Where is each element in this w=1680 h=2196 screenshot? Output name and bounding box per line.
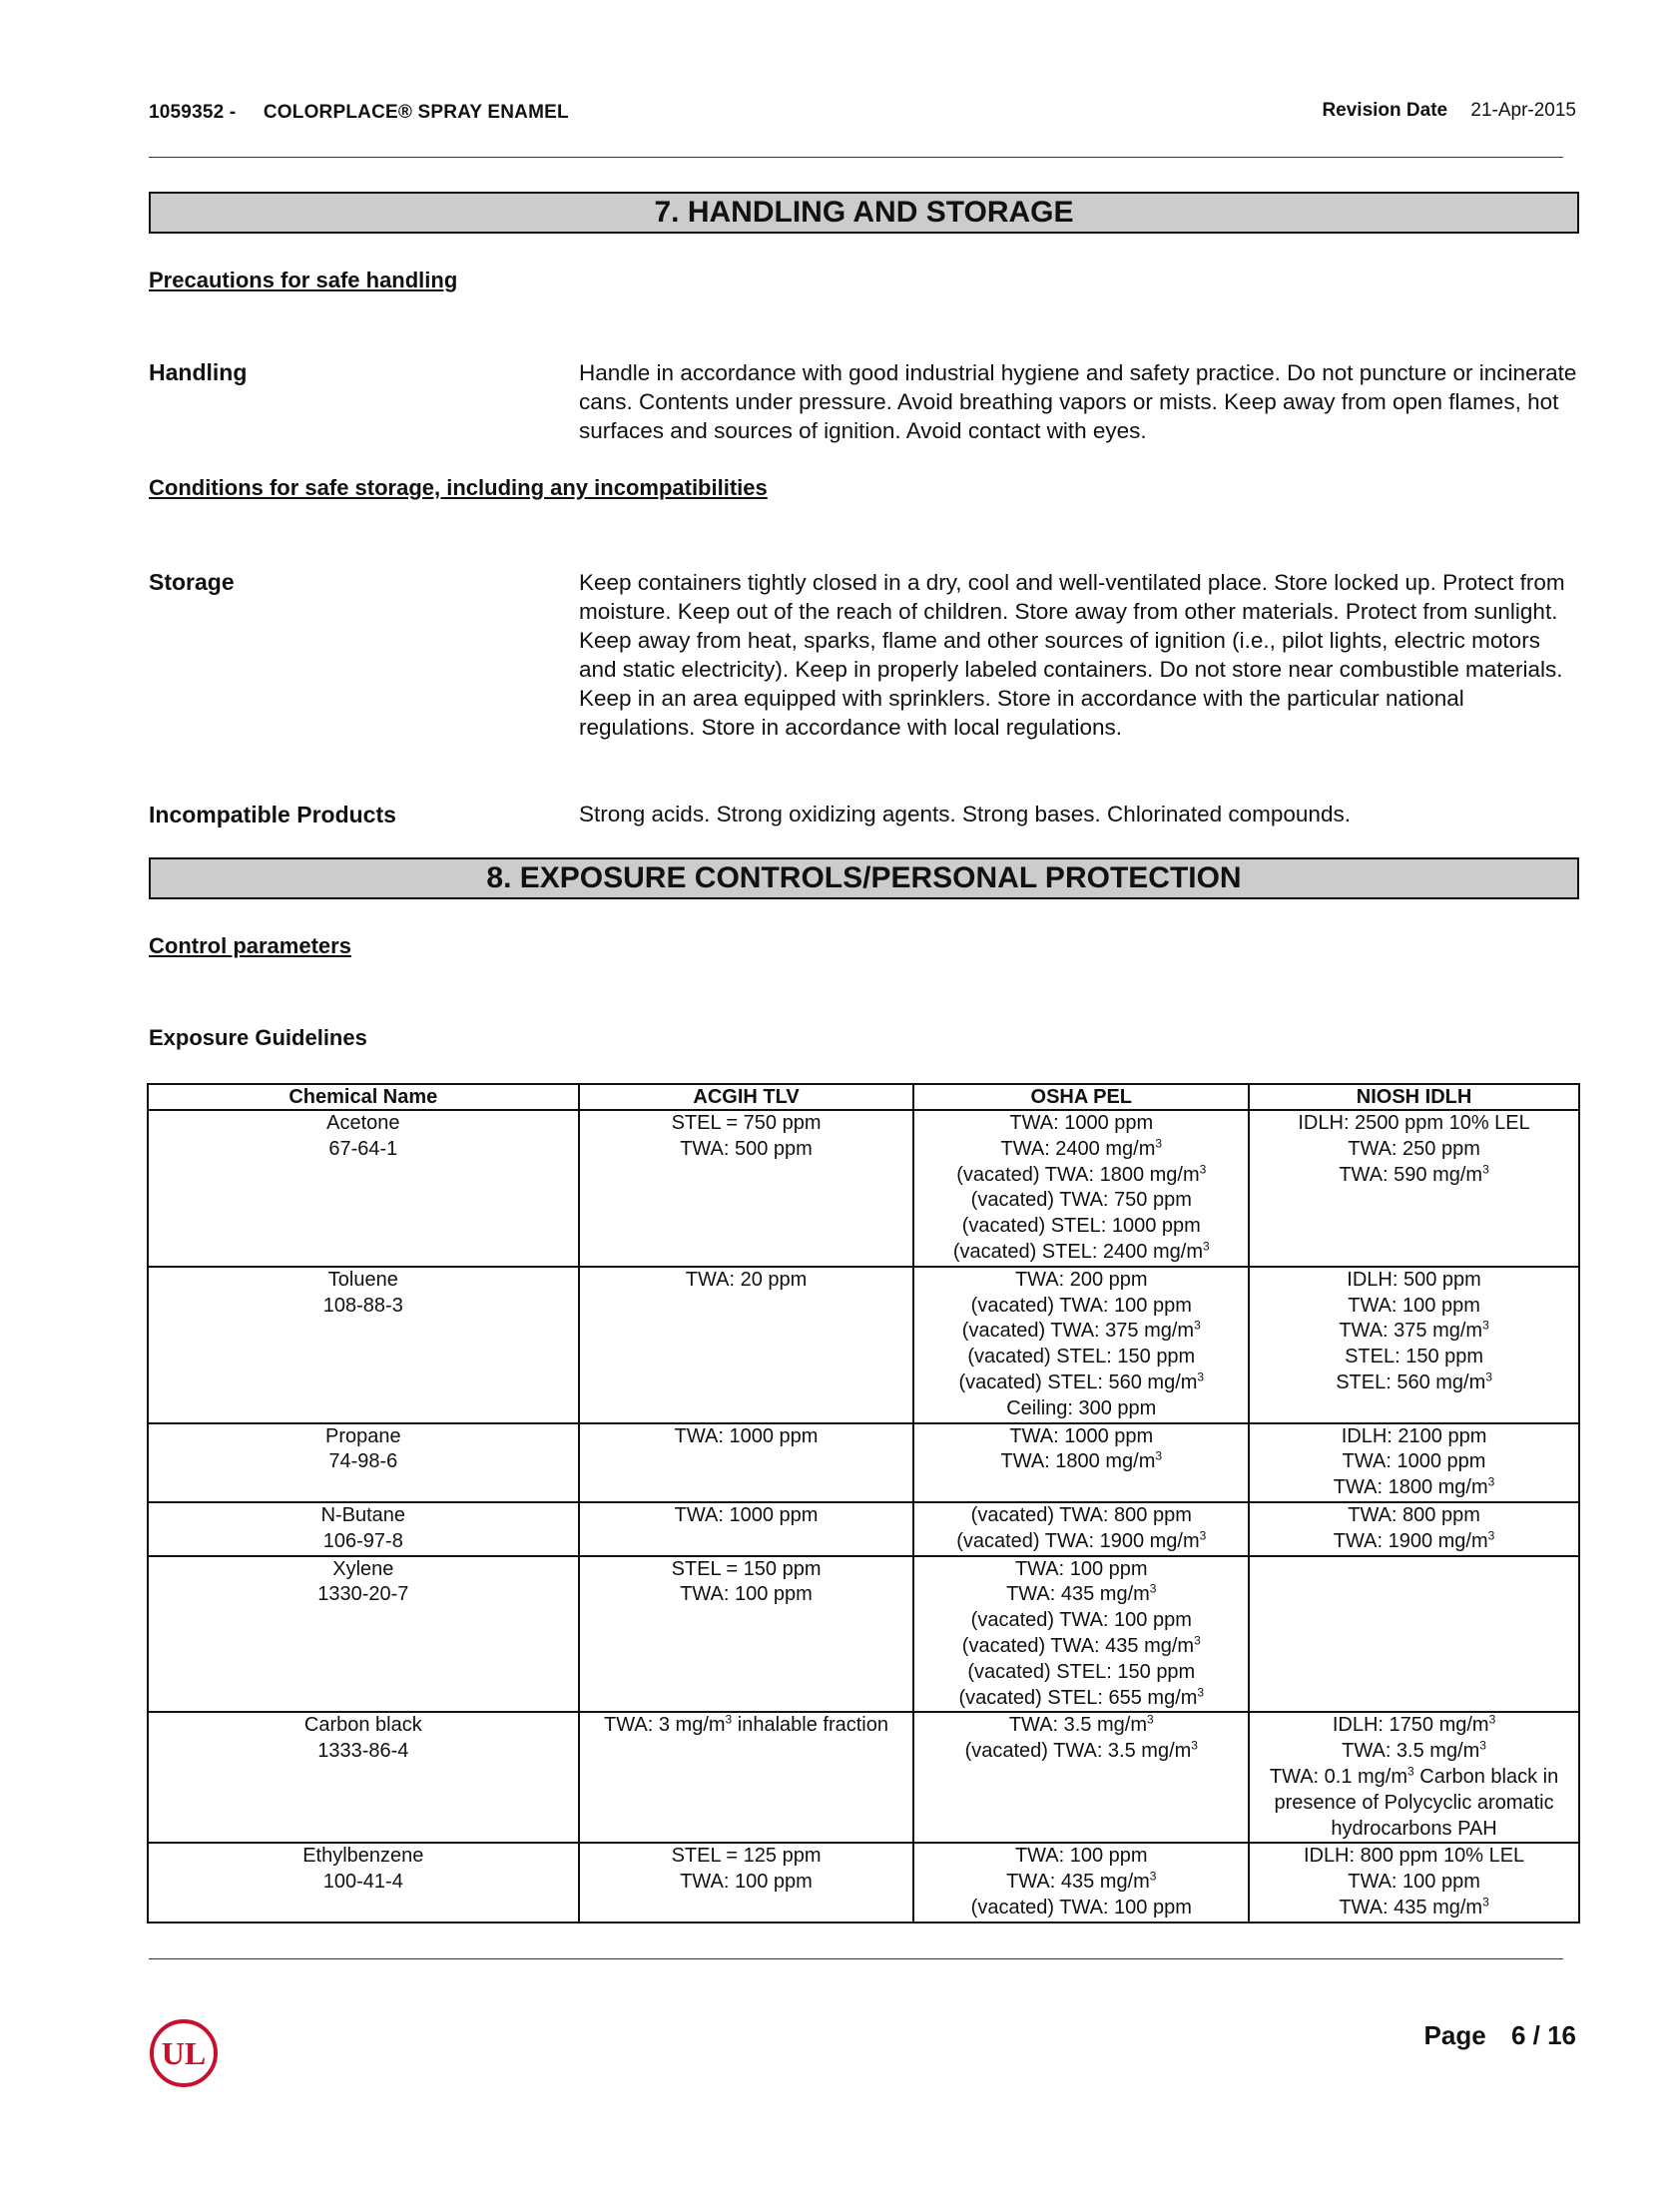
product-name: COLORPLACE® SPRAY ENAMEL bbox=[263, 102, 569, 123]
header-divider bbox=[149, 157, 1563, 158]
table-cell-osha bbox=[913, 1556, 1249, 1713]
cell-line: 106-97-8 bbox=[322, 1529, 403, 1552]
cell-line: N-Butane bbox=[320, 1503, 406, 1526]
document-header-left bbox=[149, 102, 569, 124]
storage-text: Keep containers tightly closed in a dry, cool and well-ventilated place. Store locked up. Protect from moisture. Keep out of the reach of children. Store away from other materials. Protect from sunlight. Keep away from heat, sparks, flame and other sources of ignition (i.e., pilot lights, electric motors and static electricity). Keep in properly labeled containers. Do not store near combustible materials. Keep in an area equipped with sprinklers. Store in accordance with the particular national regulations. Store in accordance with local regulations. bbox=[579, 570, 1565, 740]
cell-line: STEL = 150 ppm bbox=[671, 1557, 822, 1580]
cell-line: TWA: 1000 ppm bbox=[674, 1503, 819, 1526]
cell-line: TWA: 100 ppm bbox=[1014, 1557, 1148, 1580]
cell-line: 1330-20-7 bbox=[317, 1583, 409, 1606]
table-cell-niosh bbox=[1249, 1712, 1579, 1843]
table-cell-osha bbox=[913, 1843, 1249, 1922]
handling-text: Handle in accordance with good industrial hygiene and safety practice. Do not puncture or incinerate cans. Contents under pressure. Avoid breathing vapors or mists. Keep away from open flames, hot surfaces and sources of ignition. Avoid contact with eyes. bbox=[579, 360, 1577, 443]
cell-line: STEL: 150 ppm bbox=[1345, 1346, 1484, 1369]
table-cell-acgih bbox=[579, 1423, 914, 1502]
cell-line: TWA: 1000 ppm bbox=[674, 1424, 819, 1447]
cell-line: Xylene bbox=[332, 1557, 394, 1580]
table-cell-name bbox=[148, 1843, 579, 1922]
cell-line: Propane bbox=[325, 1424, 401, 1447]
cell-line: Carbon black bbox=[303, 1714, 422, 1737]
table-cell-osha bbox=[913, 1267, 1249, 1423]
cell-line: 100-41-4 bbox=[322, 1871, 403, 1894]
table-cell-osha bbox=[913, 1423, 1249, 1502]
logo-text: UL bbox=[161, 2035, 207, 2071]
table-cell-niosh bbox=[1249, 1843, 1579, 1922]
conditions-heading: Conditions for safe storage, including any incompatibilities bbox=[149, 475, 768, 500]
control-parameters-heading: Control parameters bbox=[149, 933, 351, 958]
cell-line: 1333-86-4 bbox=[317, 1740, 409, 1763]
table-cell-name bbox=[148, 1556, 579, 1713]
cell-line: TWA: 590 $mg/m^3$ bbox=[1339, 1161, 1489, 1186]
cell-line: TWA: 250 ppm bbox=[1348, 1137, 1480, 1160]
cell-line: (vacated) TWA: 100 ppm bbox=[970, 1896, 1192, 1919]
column-header: ACGIH TLV bbox=[579, 1084, 914, 1110]
cell-line: (vacated) STEL: 560 $mg/m^3$ bbox=[958, 1370, 1205, 1393]
cell-line: 67-64-1 bbox=[328, 1137, 398, 1160]
cell-line: TWA: 100 ppm bbox=[1348, 1294, 1480, 1317]
revision-info bbox=[1322, 100, 1576, 122]
revision-date: 21-Apr-2015 bbox=[1470, 100, 1576, 121]
cell-line: TWA: 3.5 $mg/m^3$ bbox=[1008, 1712, 1154, 1737]
column-header: NIOSH IDLH bbox=[1249, 1084, 1579, 1110]
cell-line: TWA: 1800 $mg/m^3$ bbox=[1000, 1448, 1163, 1473]
cell-line: 108-88-3 bbox=[322, 1294, 403, 1317]
cell-line: hydrocarbons PAH bbox=[1331, 1817, 1497, 1840]
revision-label: Revision Date bbox=[1322, 100, 1448, 121]
cell-line: TWA: 0.1 $mg/m^3$ Carbon black in bbox=[1269, 1764, 1559, 1788]
table-cell-niosh bbox=[1249, 1502, 1579, 1556]
cell-line: TWA: 800 ppm bbox=[1348, 1503, 1480, 1526]
incompatible-label: Incompatible Products bbox=[149, 802, 396, 827]
table-cell-name bbox=[148, 1110, 579, 1267]
table-cell-acgih bbox=[579, 1556, 914, 1713]
cell-line: (vacated) TWA: 100 ppm bbox=[970, 1609, 1192, 1632]
handling-label: Handling bbox=[149, 359, 248, 385]
cell-line: TWA: 3 $mg/m^3$ inhalable fraction bbox=[604, 1712, 888, 1737]
table-cell-osha bbox=[913, 1712, 1249, 1843]
cell-line: TWA: 100 ppm bbox=[1014, 1845, 1148, 1868]
cell-line: STEL: 560 $mg/m^3$ bbox=[1336, 1370, 1492, 1393]
cell-line: IDLH: 800 ppm 10% LEL bbox=[1303, 1845, 1525, 1868]
page-value: 6 / 16 bbox=[1510, 2020, 1576, 2050]
cell-line: Toluene bbox=[327, 1268, 398, 1291]
cell-line: TWA: 435 $mg/m^3$ bbox=[1006, 1869, 1157, 1894]
cell-line: TWA: 1000 ppm bbox=[1009, 1424, 1154, 1447]
exposure-guidelines-label: Exposure Guidelines bbox=[149, 1025, 367, 1050]
cell-line: IDLH: 2500 ppm 10% LEL bbox=[1298, 1112, 1530, 1134]
table-cell-osha bbox=[913, 1110, 1249, 1267]
table-cell-acgih bbox=[579, 1502, 914, 1556]
cell-line: TWA: 375 $mg/m^3$ bbox=[1339, 1318, 1489, 1343]
cell-line: (vacated) TWA: 1900 $mg/m^3$ bbox=[956, 1528, 1207, 1552]
cell-line: TWA: 3.5 $mg/m^3$ bbox=[1342, 1738, 1486, 1763]
section-8-title: 8. EXPOSURE CONTROLS/PERSONAL PROTECTION bbox=[149, 857, 1579, 899]
page-label: Page bbox=[1423, 2020, 1486, 2050]
cell-line: (vacated) STEL: 150 ppm bbox=[967, 1346, 1196, 1369]
product-code: 1059352 - bbox=[149, 102, 237, 123]
cell-line: TWA: 20 ppm bbox=[685, 1268, 808, 1291]
cell-line: (vacated) STEL: 655 $mg/m^3$ bbox=[958, 1684, 1205, 1709]
table-row bbox=[148, 1843, 1579, 1922]
cell-line: (vacated) STEL: 2400 $mg/m^3$ bbox=[952, 1239, 1210, 1263]
cell-line: Acetone bbox=[326, 1112, 400, 1134]
table-row bbox=[148, 1712, 1579, 1843]
table-cell-name bbox=[148, 1502, 579, 1556]
table-row bbox=[148, 1110, 1579, 1267]
cell-line: (vacated) STEL: 150 ppm bbox=[967, 1660, 1196, 1683]
cell-line: TWA: 435 $mg/m^3$ bbox=[1006, 1581, 1157, 1606]
precautions-heading: Precautions for safe handling bbox=[149, 268, 458, 292]
cell-line: STEL = 125 ppm bbox=[671, 1845, 822, 1868]
cell-line: (vacated) TWA: 375 $mg/m^3$ bbox=[961, 1318, 1201, 1343]
table-cell-acgih bbox=[579, 1267, 914, 1423]
table-cell-osha bbox=[913, 1502, 1249, 1556]
column-header: Chemical Name bbox=[148, 1084, 579, 1110]
cell-line: TWA: 1000 ppm bbox=[1342, 1450, 1486, 1473]
cell-line: TWA: 100 ppm bbox=[680, 1871, 813, 1894]
table-row bbox=[148, 1267, 1579, 1423]
cell-line: TWA: 1000 ppm bbox=[1009, 1112, 1154, 1134]
table-row bbox=[148, 1502, 1579, 1556]
footer-divider bbox=[149, 1958, 1563, 1959]
table-cell-niosh bbox=[1249, 1556, 1579, 1713]
cell-line: TWA: 1800 $mg/m^3$ bbox=[1333, 1474, 1495, 1499]
cell-line: (vacated) TWA: 750 ppm bbox=[970, 1189, 1192, 1212]
table-cell-name bbox=[148, 1712, 579, 1843]
incompatible-text: Strong acids. Strong oxidizing agents. Strong bases. Chlorinated compounds. bbox=[579, 802, 1351, 826]
cell-line: Ethylbenzene bbox=[302, 1845, 424, 1868]
cell-line: (vacated) TWA: 3.5 $mg/m^3$ bbox=[964, 1738, 1198, 1763]
table-row bbox=[148, 1423, 1579, 1502]
cell-line: TWA: 200 ppm bbox=[1014, 1268, 1148, 1291]
table-cell-niosh bbox=[1249, 1423, 1579, 1502]
table-cell-acgih bbox=[579, 1712, 914, 1843]
cell-line: STEL = 750 ppm bbox=[671, 1112, 822, 1134]
table-cell-niosh bbox=[1249, 1110, 1579, 1267]
cell-line: TWA: 1900 $mg/m^3$ bbox=[1333, 1528, 1495, 1552]
exposure-guidelines-table bbox=[147, 1083, 1580, 1923]
cell-line: TWA: 100 ppm bbox=[680, 1583, 813, 1606]
cell-line: (vacated) TWA: 1800 $mg/m^3$ bbox=[956, 1161, 1207, 1186]
storage-label: Storage bbox=[149, 569, 235, 595]
cell-line: IDLH: 1750 $mg/m^3$ bbox=[1332, 1712, 1496, 1737]
cell-line: (vacated) TWA: 800 ppm bbox=[970, 1503, 1192, 1526]
cell-line: Ceiling: 300 ppm bbox=[1006, 1396, 1157, 1419]
cell-line: TWA: 435 $mg/m^3$ bbox=[1339, 1895, 1489, 1919]
cell-line: IDLH: 2100 ppm bbox=[1341, 1424, 1487, 1447]
table-cell-name bbox=[148, 1423, 579, 1502]
cell-line: IDLH: 500 ppm bbox=[1347, 1268, 1481, 1291]
cell-line: 74-98-6 bbox=[328, 1450, 398, 1473]
cell-line: presence of Polycyclic aromatic bbox=[1274, 1791, 1554, 1814]
section-7-title: 7. HANDLING AND STORAGE bbox=[149, 192, 1579, 234]
cell-line: (vacated) TWA: 100 ppm bbox=[970, 1294, 1192, 1317]
table-header-row bbox=[148, 1084, 1579, 1110]
column-header: OSHA PEL bbox=[913, 1084, 1249, 1110]
table-cell-acgih bbox=[579, 1110, 914, 1267]
cell-line: (vacated) TWA: 435 $mg/m^3$ bbox=[961, 1633, 1201, 1657]
table-cell-acgih bbox=[579, 1843, 914, 1922]
cell-line: TWA: 500 ppm bbox=[680, 1137, 813, 1160]
cell-line: TWA: 2400 $mg/m^3$ bbox=[1000, 1136, 1163, 1160]
table-cell-name bbox=[148, 1267, 579, 1423]
cell-line: TWA: 100 ppm bbox=[1348, 1871, 1480, 1894]
table-row bbox=[148, 1556, 1579, 1713]
cell-line: (vacated) STEL: 1000 ppm bbox=[961, 1215, 1201, 1238]
ul-logo bbox=[149, 2018, 219, 2088]
page-number bbox=[1424, 2020, 1576, 2051]
table-cell-niosh bbox=[1249, 1267, 1579, 1423]
